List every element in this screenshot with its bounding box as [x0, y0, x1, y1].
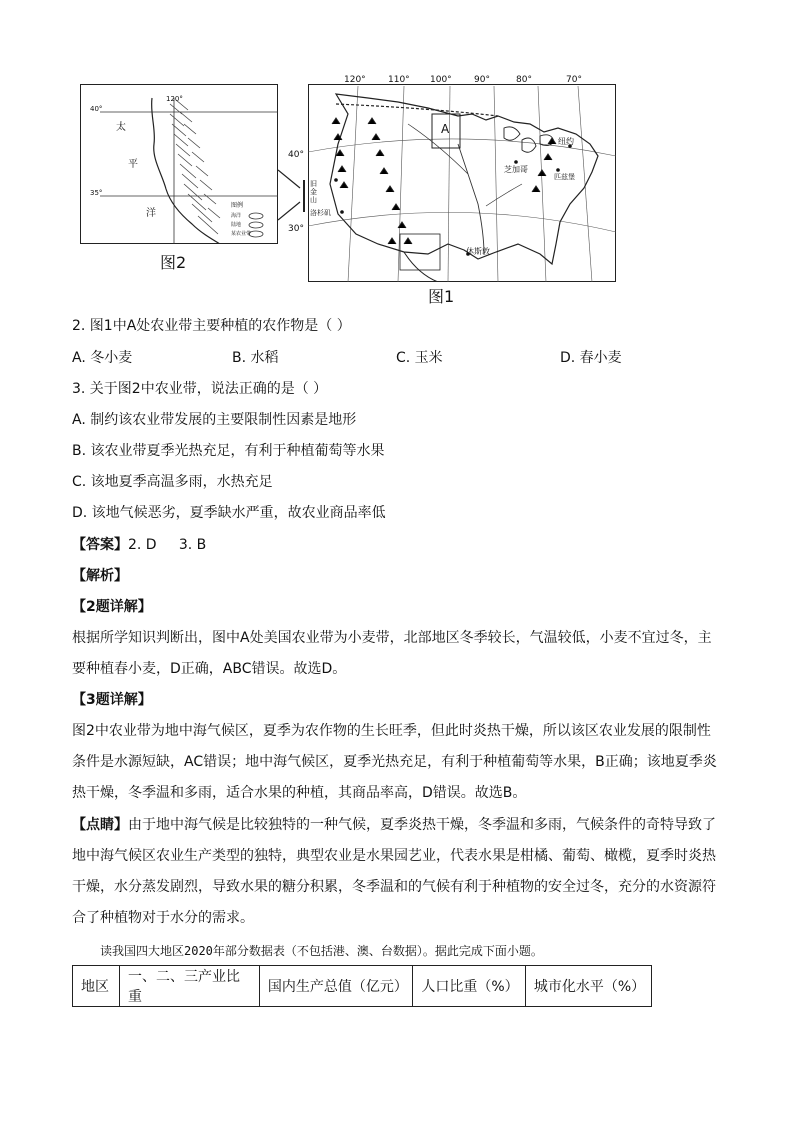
figure-1 — [288, 75, 616, 282]
table-header-cell: 城市化水平（%） — [525, 966, 651, 1007]
fig1-city-label: 休斯敦 — [466, 247, 490, 256]
question-2-stem: 2. 图1中A处农业带主要种植的农作物是（ ） — [72, 318, 351, 334]
table-intro: 读我国四大地区2020年部分数据表（不包括港、澳、台数据）。据此完成下面小题。 — [100, 944, 543, 958]
fig2-ocean-char-3: 洋 — [146, 208, 156, 219]
fig2-legend-item: 陆地 — [231, 222, 242, 228]
figure-2-map — [80, 84, 278, 244]
fig1-lon-label: 90° — [474, 75, 490, 85]
question-2-option-b: B. 水稻 — [232, 350, 279, 366]
tips-line-text: 由于地中海气候是比较独特的一种气候，夏季炎热干燥，冬季温和多雨，气候条件的奇特导致了 — [128, 817, 716, 833]
figure-2 — [80, 84, 278, 244]
question-3-option-a: A. 制约该农业带发展的主要限制性因素是地形 — [72, 412, 357, 428]
fig1-city-label: 匹兹堡 — [554, 173, 575, 181]
detail-2-body — [72, 623, 712, 685]
fig2-ocean-char-1: 太 — [116, 122, 126, 133]
table-header-cell: 人口比重（%） — [413, 966, 526, 1007]
detail-3-line: 热干燥，冬季温和多雨，适合水果的种植，其商品率高，D错误。故选B。 — [72, 785, 527, 801]
detail-3-title: 【3题详解】 — [72, 692, 152, 708]
tips-line: 地中海气候区农业生产类型的独特，典型农业是水果园艺业，代表水果是柑橘、葡萄、橄榄，夏季时炎热 — [72, 848, 716, 864]
tips-line — [72, 810, 716, 841]
fig2-lat-top: 40° — [90, 105, 103, 113]
question-3-option-b: B. 该农业带夏季光热充足，有利于种植葡萄等水果 — [72, 443, 385, 459]
question-3-option-d: D. 该地气候恶劣，夏季缺水严重，故农业商品率低 — [72, 505, 386, 521]
table-header-cell: 国内生产总值（亿元） — [259, 966, 412, 1007]
fig1-lat-label: 30° — [288, 224, 304, 234]
tips-line: 合了种植物对于水分的需求。 — [72, 910, 254, 926]
detail-3-line: 图2中农业带为地中海气候区，夏季为农作物的生长旺季，但此时炎热干燥，所以该区农业发展的限制性 — [72, 723, 711, 739]
data-table — [72, 965, 652, 1007]
fig1-city-label: 洛杉矶 — [310, 209, 331, 217]
detail-3-line: 条件是水源短缺，AC错误；地中海气候区，夏季光热充足，有利于种植葡萄等水果，B正确；该地夏季炎 — [72, 754, 717, 770]
figure-connector — [278, 150, 312, 230]
question-2-option-d: D. 春小麦 — [560, 350, 622, 366]
tips-line: 干燥，水分蒸发剧烈，导致水果的糖分积累，冬季温和的气候有利于种植物的安全过冬，充分的水资源符 — [72, 879, 716, 895]
fig1-lon-label: 70° — [566, 75, 582, 85]
fig1-city-label: 旧金山 — [310, 180, 317, 204]
fig2-legend-item: 海洋 — [231, 213, 242, 219]
tips-body — [72, 810, 716, 934]
fig2-legend-item: 某农业带 — [231, 231, 252, 237]
detail-2-line: 根据所学知识判断出，图中A处美国农业带为小麦带，北部地区冬季较长，气温较低，小麦不宜过冬，主 — [72, 630, 712, 646]
question-2-option-c: C. 玉米 — [396, 350, 443, 366]
fig1-lon-label: 120° — [344, 75, 366, 85]
fig2-lon: 120° — [166, 95, 183, 103]
fig2-lat-mid: 35° — [90, 189, 103, 197]
table-header-cell: 一、二、三产业比重 — [120, 966, 260, 1007]
figure-1-caption: 图1 — [428, 287, 455, 306]
fig2-legend-title: 图例 — [231, 202, 244, 209]
question-3-option-c: C. 该地夏季高温多雨，水热充足 — [72, 474, 273, 490]
answer-line — [72, 535, 206, 555]
analysis-label: 【解析】 — [72, 568, 128, 584]
fig1-lat-label: 40° — [288, 150, 304, 160]
answer-label: 【答案】 — [72, 537, 128, 553]
question-2-option-a: A. 冬小麦 — [72, 350, 133, 366]
detail-2-title: 【2题详解】 — [72, 599, 152, 615]
question-3-stem: 3. 关于图2中农业带，说法正确的是（ ） — [72, 381, 328, 397]
figure-1-map — [308, 84, 616, 282]
fig2-ocean-char-2: 平 — [128, 159, 138, 170]
table-header-row — [73, 966, 652, 1007]
fig1-city-label: 纽约 — [558, 137, 574, 146]
fig1-lon-label: 110° — [388, 75, 410, 85]
detail-2-line: 要种植春小麦，D正确，ABC错误。故选D。 — [72, 661, 347, 677]
figure-2-caption: 图2 — [160, 253, 187, 272]
fig1-city-label: 芝加哥 — [504, 165, 528, 174]
tips-label: 【点睛】 — [72, 817, 128, 833]
answer-value: 2. D 3. B — [128, 537, 207, 553]
detail-3-body — [72, 716, 717, 809]
table-header-cell: 地区 — [73, 966, 120, 1007]
fig1-lon-label: 100° — [430, 75, 452, 85]
fig1-lon-label: 80° — [516, 75, 532, 85]
fig1-region-a: A — [441, 122, 450, 136]
